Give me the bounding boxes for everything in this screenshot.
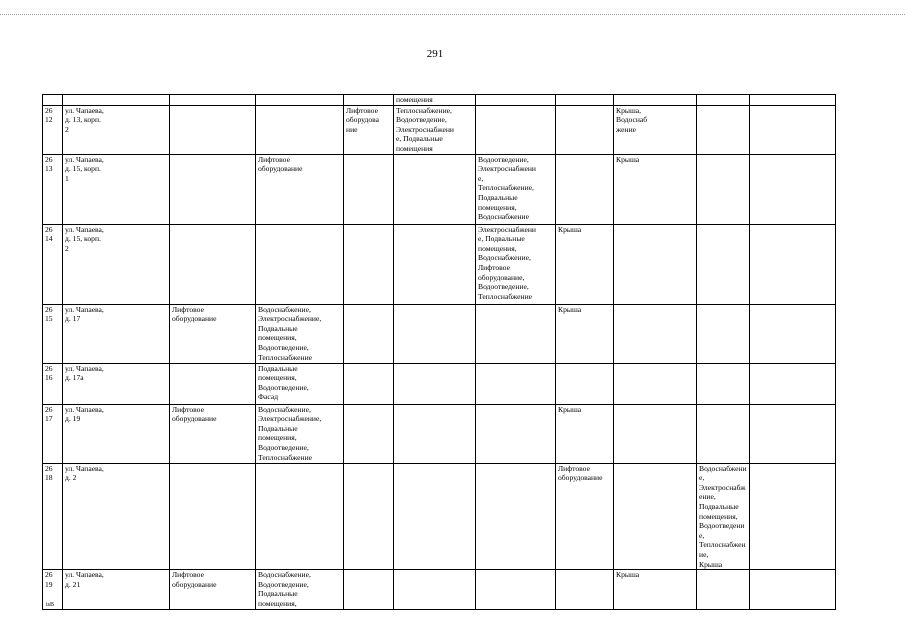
schedule-cell	[750, 154, 836, 224]
schedule-cell	[614, 224, 697, 304]
row-number-cell: 26 13	[43, 154, 63, 224]
schedule-cell	[344, 363, 394, 404]
row-number-cell: 26 19	[43, 570, 63, 610]
schedule-cell	[344, 570, 394, 610]
schedule-cell	[256, 224, 344, 304]
schedule-cell	[344, 463, 394, 570]
schedule-cell	[394, 404, 476, 463]
schedule-cell	[476, 404, 556, 463]
schedule-cell: Крыша	[556, 224, 614, 304]
schedule-cell	[394, 463, 476, 570]
schedule-cell: Теплоснабжение, Водоотведение, Электроснабжени е, Подвальные помещения	[394, 105, 476, 154]
row-number-cell: 26 14	[43, 224, 63, 304]
schedule-cell	[394, 363, 476, 404]
schedule-cell	[170, 463, 256, 570]
schedule-cell: Водоснабжение, Электроснабжение, Подвальные помещения, Водоотведение, Теплоснабжение	[256, 404, 344, 463]
schedule-cell: Водоотведение, Электроснабжени е, Теплоснабжение, Подвальные помещения, Водоснабжение	[476, 154, 556, 224]
schedule-cell	[697, 154, 750, 224]
carry-over-row	[43, 95, 836, 106]
address-cell: ул. Чапаева, д. 15, корп. 2	[63, 224, 170, 304]
schedule-cell: Водоснабжение, Электроснабжение, Подвальные помещения, Водоотведение, Теплоснабжение, Крыша	[697, 463, 750, 570]
schedule-cell	[556, 363, 614, 404]
schedule-cell	[170, 224, 256, 304]
schedule-cell	[394, 224, 476, 304]
schedule-cell	[476, 463, 556, 570]
schedule-cell	[697, 404, 750, 463]
schedule-cell	[344, 224, 394, 304]
schedule-cell	[170, 363, 256, 404]
schedule-cell	[614, 463, 697, 570]
schedule-cell	[556, 154, 614, 224]
schedule-cell	[344, 154, 394, 224]
schedule-cell: Подвальные помещения, Водоотведение, Фасад	[256, 363, 344, 404]
repair-schedule-table	[42, 94, 836, 610]
schedule-cell	[476, 304, 556, 363]
footer-mark: isB	[46, 602, 55, 608]
table-row	[43, 363, 836, 404]
schedule-cell	[476, 105, 556, 154]
row-number-cell: 26 17	[43, 404, 63, 463]
schedule-cell	[750, 570, 836, 610]
schedule-cell	[750, 363, 836, 404]
schedule-cell	[476, 570, 556, 610]
schedule-cell	[394, 570, 476, 610]
table-row	[43, 404, 836, 463]
table-row	[43, 463, 836, 570]
schedule-cell	[750, 224, 836, 304]
schedule-cell: Крыша	[556, 304, 614, 363]
schedule-cell	[556, 570, 614, 610]
schedule-cell: Лифтовое оборудование	[170, 404, 256, 463]
schedule-cell	[697, 570, 750, 610]
schedule-cell: Лифтовое оборудование	[556, 463, 614, 570]
table-row	[43, 105, 836, 154]
schedule-cell: Крыша	[614, 570, 697, 610]
schedule-cell	[170, 105, 256, 154]
row-number-cell: 26 16	[43, 363, 63, 404]
schedule-cell: Крыша	[556, 404, 614, 463]
schedule-cell: Водоснабжение, Электроснабжение, Подвальные помещения, Водоотведение, Теплоснабжение	[256, 304, 344, 363]
schedule-cell	[344, 304, 394, 363]
schedule-cell	[697, 363, 750, 404]
schedule-cell	[697, 105, 750, 154]
row-number-cell: 26 12	[43, 105, 63, 154]
schedule-cell	[697, 224, 750, 304]
schedule-cell	[614, 363, 697, 404]
schedule-cell	[750, 304, 836, 363]
table-row	[43, 224, 836, 304]
schedule-cell: Водоснабжение, Водоотведение, Подвальные помещения,	[256, 570, 344, 610]
schedule-cell: Крыша, Водоснаб жение	[614, 105, 697, 154]
schedule-cell	[750, 404, 836, 463]
schedule-cell: Лифтовое оборудова ние	[344, 105, 394, 154]
schedule-cell: Лифтовое оборудование	[170, 570, 256, 610]
address-cell: ул. Чапаева, д. 19	[63, 404, 170, 463]
schedule-cell	[556, 105, 614, 154]
row-number-cell: 26 15	[43, 304, 63, 363]
table-row	[43, 304, 836, 363]
schedule-cell: Лифтовое оборудование	[256, 154, 344, 224]
schedule-cell	[614, 404, 697, 463]
address-cell: ул. Чапаева, д. 15, корп. 1	[63, 154, 170, 224]
schedule-cell	[344, 404, 394, 463]
schedule-cell	[476, 363, 556, 404]
schedule-cell	[394, 304, 476, 363]
schedule-cell: Крыша	[614, 154, 697, 224]
address-cell: ул. Чапаева, д. 17а	[63, 363, 170, 404]
table-row	[43, 570, 836, 610]
schedule-cell: Лифтовое оборудование	[170, 304, 256, 363]
page-number: 291	[426, 48, 444, 60]
carry-over-cell: помещения	[394, 95, 476, 106]
schedule-cell	[256, 105, 344, 154]
row-number-cell: 26 18	[43, 463, 63, 570]
schedule-cell	[394, 154, 476, 224]
address-cell: ул. Чапаева, д. 2	[63, 463, 170, 570]
address-cell: ул. Чапаева, д. 21	[63, 570, 170, 610]
scan-top-edge	[0, 14, 905, 19]
schedule-cell	[614, 304, 697, 363]
schedule-cell	[750, 463, 836, 570]
schedule-cell	[256, 463, 344, 570]
schedule-cell	[697, 304, 750, 363]
schedule-cell: Электроснабжени е, Подвальные помещения, Водоснабжение, Лифтовое оборудование, Водоотведение, Теплоснабжение	[476, 224, 556, 304]
address-cell: ул. Чапаева, д. 17	[63, 304, 170, 363]
schedule-cell	[170, 154, 256, 224]
schedule-cell	[750, 105, 836, 154]
address-cell: ул. Чапаева, д. 13, корп. 2	[63, 105, 170, 154]
table-row	[43, 154, 836, 224]
